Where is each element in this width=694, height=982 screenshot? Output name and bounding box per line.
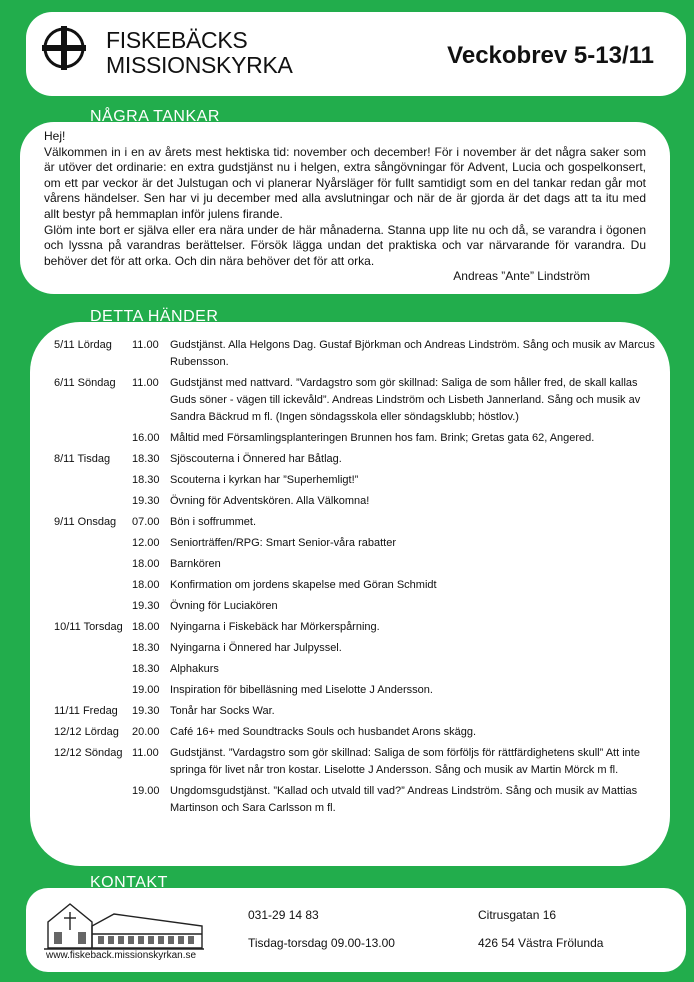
event-row: [54, 724, 660, 741]
event-date: [54, 682, 132, 699]
event-description: Seniorträffen/RPG: Smart Senior-våra rabatter: [170, 537, 397, 549]
event-date: 9/11 Onsdag: [54, 516, 117, 528]
event-date: [54, 598, 132, 615]
header-banner: [26, 12, 686, 96]
event-description: Café 16+ med Soundtracks Souls och husbandet Arons skägg.: [170, 726, 477, 738]
event-time: 19.30: [132, 495, 160, 507]
event-date: 5/11 Lördag: [54, 339, 112, 351]
church-building-icon: [44, 896, 204, 950]
thoughts-greeting: Hej!: [44, 129, 66, 143]
event-row: [54, 514, 660, 531]
event-date: 12/12 Söndag: [54, 747, 123, 759]
event-time: 11.00: [132, 339, 159, 351]
thoughts-signature: Andreas ”Ante” Lindström: [453, 269, 590, 284]
event-date: 12/12 Lördag: [54, 726, 119, 738]
event-row: [54, 472, 660, 489]
event-row: [54, 493, 660, 510]
event-time: 18.30: [132, 453, 160, 465]
cross-logo-icon: [42, 26, 86, 70]
event-description: Övning för Luciakören: [170, 600, 278, 612]
event-time: 11.00: [132, 747, 159, 759]
event-row: [54, 682, 660, 699]
thoughts-heading: NÅGRA TANKAR: [90, 108, 220, 124]
contact-phone: 031-29 14 83: [248, 908, 319, 922]
event-date: 10/11 Torsdag: [54, 621, 123, 633]
event-description: Ungdomsgudstjänst. ”Kallad och utvald till vad?” Andreas Lindström. Sång och musik av Mattias Martinson och Sara Carlsson m fl.: [170, 785, 638, 814]
event-time: 19.30: [132, 705, 160, 717]
events-card: [30, 322, 670, 866]
event-date: [54, 783, 132, 817]
event-row: [54, 375, 660, 426]
event-date: [54, 472, 132, 489]
event-description: Gudstjänst. Alla Helgons Dag. Gustaf Björkman och Andreas Lindström. Sång och musik av Marcus Rubensson.: [170, 339, 655, 368]
event-time: 20.00: [132, 726, 160, 738]
event-date: 6/11 Söndag: [54, 377, 116, 389]
event-date: 11/11 Fredag: [54, 705, 118, 717]
website-link[interactable]: www.fiskeback.missionskyrkan.se: [46, 950, 197, 961]
event-time: 16.00: [132, 432, 160, 444]
event-description: Nyingarna i Önnered har Julpyssel.: [170, 642, 342, 654]
event-row: [54, 556, 660, 573]
event-description: Gudstjänst. ”Vardagstro som gör skillnad: Saliga de som förföljs för rättfärdighetens skull” Att inte springa för livet når tron kostar. Liselotte J Andersson. Sång och musik av Martin Mörck m fl.: [170, 747, 640, 776]
event-row: [54, 783, 660, 817]
event-time: 19.00: [132, 785, 160, 797]
event-time: 18.00: [132, 579, 160, 591]
event-description: Nyingarna i Fiskebäck har Mörkerspårning.: [170, 621, 380, 633]
event-row: [54, 619, 660, 636]
event-description: Alphakurs: [170, 663, 219, 675]
event-description: Konfirmation om jordens skapelse med Göran Schmidt: [170, 579, 437, 591]
event-date: [54, 556, 132, 573]
event-description: Måltid med Församlingsplanteringen Brunnen hos fam. Brink; Gretas gata 62, Angered.: [170, 432, 595, 444]
thoughts-card: [20, 122, 670, 294]
event-description: Barnkören: [170, 558, 221, 570]
events-heading: DETTA HÄNDER: [90, 308, 219, 324]
church-name: [106, 28, 293, 78]
event-date: [54, 577, 132, 594]
event-time: 19.30: [132, 600, 160, 612]
event-date: [54, 535, 132, 552]
event-date: [54, 493, 132, 510]
event-description: Scouterna i kyrkan har ”Superhemligt!”: [170, 474, 359, 486]
event-date: 8/11 Tisdag: [54, 453, 111, 465]
event-row: [54, 535, 660, 552]
event-row: [54, 430, 660, 447]
contact-street: Citrusgatan 16: [478, 908, 557, 922]
event-row: [54, 577, 660, 594]
contact-card: [26, 888, 686, 972]
event-time: 18.30: [132, 474, 160, 486]
event-time: 19.00: [132, 684, 160, 696]
event-description: Tonår har Socks War.: [170, 705, 275, 717]
event-row: [54, 745, 660, 779]
event-row: [54, 451, 660, 468]
contact-heading: KONTAKT: [90, 874, 168, 890]
event-row: [54, 703, 660, 720]
church-name-line2: MISSIONSKYRKA: [106, 52, 293, 78]
events-list: [54, 337, 660, 817]
event-date: [54, 430, 132, 447]
event-description: Inspiration för bibelläsning med Liselotte J Andersson.: [170, 684, 433, 696]
event-time: 18.00: [132, 621, 160, 633]
thoughts-paragraph-2: Glöm inte bort er själva eller era nära under de här månaderna. Stanna upp lite nu och då, se varandra i ögonen och lyssna på varandras berättelser. Försök lägga undan det praktiska och var närvarande för varandra. Du behöver det för att orka. Och din nära behöver det för att orka.: [44, 222, 646, 268]
event-row: [54, 337, 660, 371]
event-time: 07.00: [132, 516, 160, 528]
event-row: [54, 661, 660, 678]
event-row: [54, 598, 660, 615]
contact-postal: 426 54 Västra Frölunda: [478, 936, 604, 950]
event-description: Gudstjänst med nattvard. ”Vardagstro som gör skillnad: Saliga de som håller fred, de skall kallas Guds söner - vägen till ickevåld”. Andreas Lindström och Lisbeth Jannerland. Sång och musik av Sandra Bäckrud m fl. (Ingen söndagsskola eller söndagsklubb; höstlov.): [170, 377, 641, 423]
event-time: 18.30: [132, 663, 160, 675]
contact-hours: Tisdag-torsdag 09.00-13.00: [248, 936, 395, 950]
event-time: 11.00: [132, 377, 159, 389]
event-time: 12.00: [132, 537, 160, 549]
event-time: 18.00: [132, 558, 160, 570]
event-row: [54, 640, 660, 657]
newsletter-title: Veckobrev 5-13/11: [447, 42, 654, 69]
church-name-line1: FISKEBÄCKS: [106, 27, 248, 53]
event-date: [54, 640, 132, 657]
event-description: Sjöscouterna i Önnered har Båtlag.: [170, 453, 342, 465]
thoughts-paragraph-1: Välkommen in i en av årets mest hektiska tid: november och december! För i november är det några saker som är utöver det ordinarie: en extra gudstjänst nu i helgen, extra sångövningar för Advent, Lucia och gospelkonsert, om ett par veckor är det Julstugan och vi planerar Nyårsläger för fullt samtidigt som en del tankar redan går mot vårens händelser. Sen har vi ju december med alla avslutningar och när de är gjorda är det dags att ta itu med allt bestyr på hemmaplan inför julens firande.: [44, 144, 646, 221]
event-date: [54, 661, 132, 678]
event-time: 18.30: [132, 642, 160, 654]
event-description: Övning för Adventskören. Alla Välkomna!: [170, 495, 370, 507]
event-description: Bön i soffrummet.: [170, 516, 256, 528]
